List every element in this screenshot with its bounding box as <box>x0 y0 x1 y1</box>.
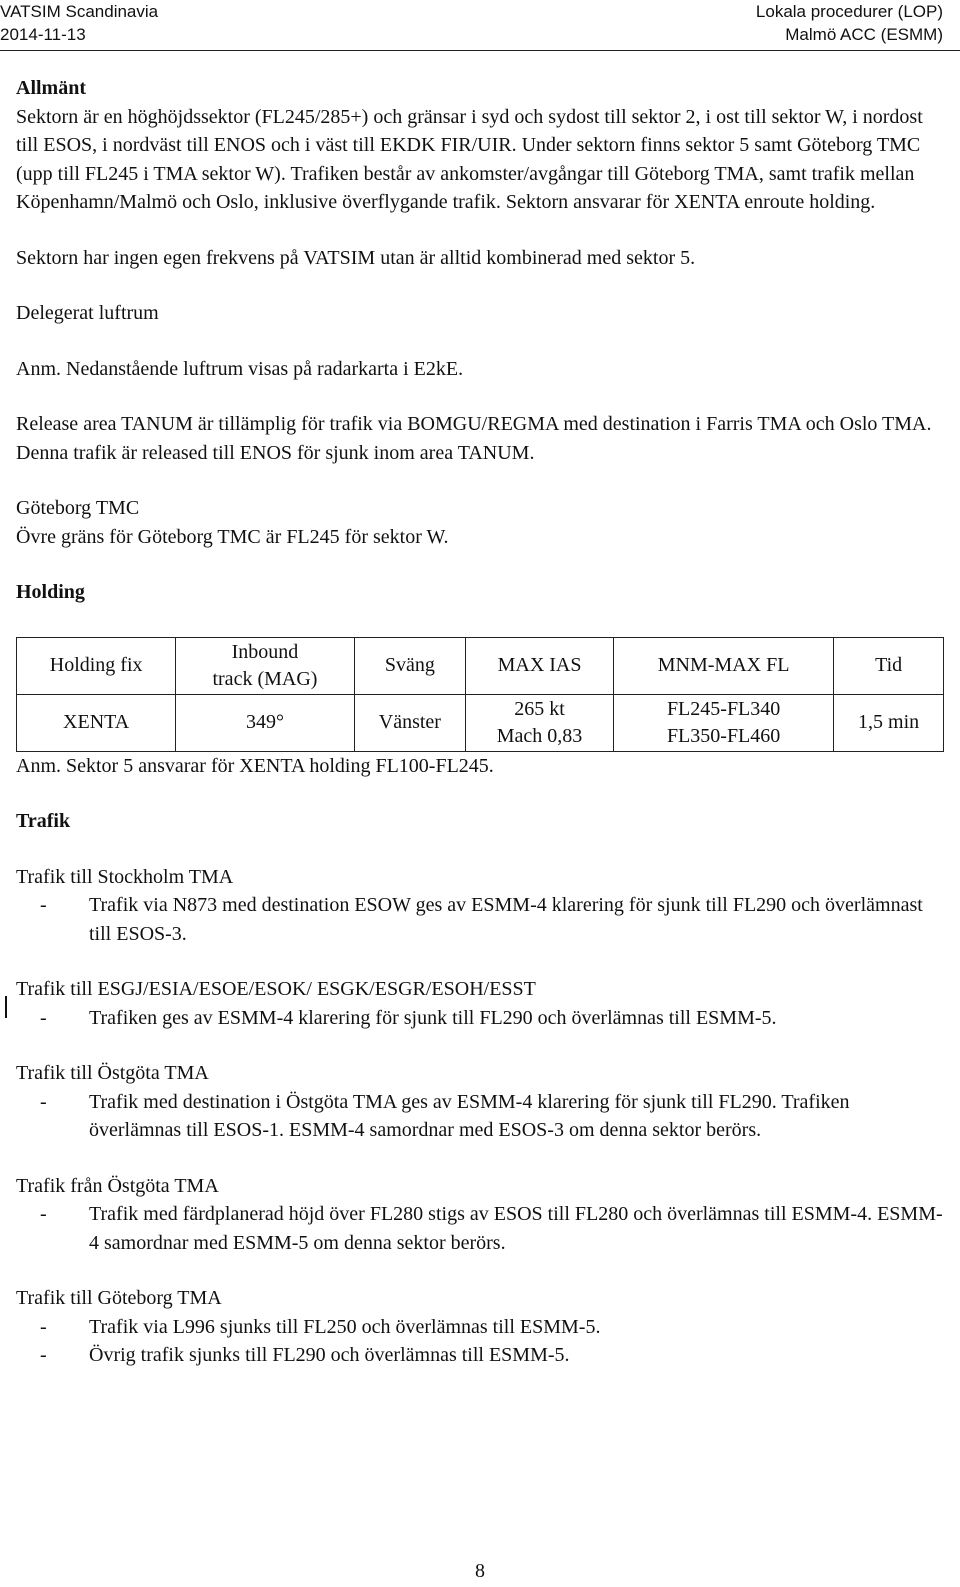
traffic-group <box>16 1172 946 1258</box>
page-number: 8 <box>475 1560 485 1582</box>
allmant-frequency-note: Sektorn har ingen egen frekvens på VATSIM utan är alltid kombinerad med sektor 5. <box>16 246 696 269</box>
document-body <box>16 74 946 1370</box>
section-heading-allmant: Allmänt <box>16 77 86 99</box>
cell-fl: FL245-FL340 FL350-FL460 <box>614 694 834 751</box>
traffic-group-title: Trafik från Östgöta TMA <box>16 1174 219 1197</box>
tmc-text: Övre gräns för Göteborg TMC är FL245 för sektor W. <box>16 525 449 548</box>
traffic-group <box>16 863 946 949</box>
list-item: - Trafik via L996 sjunks till FL250 och överlämnas till ESMM-5. <box>40 1315 601 1338</box>
allmant-paragraph: Sektorn är en höghöjdssektor (FL245/285+) och gränsar i syd och sydost till sektor 2, i ost till sektor W, i nordost till ESOS, i nordväst till ENOS och i väst till EKDK FIR/UIR. Under sektorn finns sektor 5 samt Göteborg TMC (upp till FL245 i TMA sektor W). Trafiken består av ankomster/avgångar till Göteborg TMA, samt trafik mellan Köpenhamn/Malmö och Oslo, inklusive överflygande trafik. Sektorn ansvarar för XENTA enroute holding. <box>16 105 923 213</box>
change-bar <box>5 996 7 1018</box>
header-org: VATSIM Scandinavia <box>0 2 159 21</box>
section-heading-delegerat: Delegerat luftrum <box>16 302 159 324</box>
delegerat-paragraph: Release area TANUM är tillämplig för trafik via BOMGU/REGMA med destination i Farris TMA och Oslo TMA. Denna trafik är released till ENOS för sjunk inom area TANUM. <box>16 413 932 464</box>
cell-turn: Vänster <box>354 694 465 751</box>
cell-ias: 265 kt Mach 0,83 <box>466 694 614 751</box>
traffic-group <box>16 1059 946 1145</box>
section-heading-tmc: Göteborg TMC <box>16 497 140 519</box>
delegerat-note: Anm. Nedanstående luftrum visas på radarkarta i E2kE. <box>16 357 464 380</box>
traffic-group-title: Trafik till ESGJ/ESIA/ESOE/ESOK/ ESGK/ESGR/ESOH/ESST <box>16 978 536 1000</box>
header-date: 2014-11-13 <box>0 25 86 44</box>
traffic-group <box>16 1284 946 1370</box>
traffic-group-title: Trafik till Östgöta TMA <box>16 1062 209 1084</box>
cell-fix: XENTA <box>17 694 176 751</box>
cell-track: 349° <box>176 694 354 751</box>
list-item: - Övrig trafik sjunks till FL290 och överlämnas till ESMM-5. <box>40 1344 570 1366</box>
col-holding-fix: Holding fix <box>17 637 176 694</box>
col-time: Tid <box>834 637 944 694</box>
traffic-group-title: Trafik till Göteborg TMA <box>16 1287 222 1309</box>
page-header <box>0 0 960 51</box>
header-unit: Malmö ACC (ESMM) <box>785 25 943 44</box>
list-item: - Trafik via N873 med destination ESOW ges av ESMM-4 klarering för sjunk till FL290 och överlämnast till ESOS-3. <box>40 894 923 945</box>
traffic-group <box>16 975 946 1032</box>
list-item: - Trafik med färdplanerad höjd över FL280 stigs av ESOS till FL280 och överlämnas till ESMM-4. ESMM-4 samordnar med ESMM-5 om denna sektor berörs. <box>40 1203 943 1254</box>
section-heading-trafik: Trafik <box>16 810 71 832</box>
col-turn: Sväng <box>354 637 465 694</box>
list-item: - Trafiken ges av ESMM-4 klarering för sjunk till FL290 och överlämnas till ESMM-5. <box>40 1006 777 1029</box>
col-inbound-track: Inbound track (MAG) <box>176 637 354 694</box>
col-max-ias: MAX IAS <box>466 637 614 694</box>
table-row <box>17 694 944 751</box>
holding-table <box>16 637 944 752</box>
col-fl: MNM-MAX FL <box>614 637 834 694</box>
holding-table-header <box>17 637 944 694</box>
cell-time: 1,5 min <box>834 694 944 751</box>
header-doc-title: Lokala procedurer (LOP) <box>755 2 943 21</box>
traffic-group-title: Trafik till Stockholm TMA <box>16 865 234 888</box>
holding-note: Anm. Sektor 5 ansvarar för XENTA holding FL100-FL245. <box>16 754 494 777</box>
list-item: - Trafik med destination i Östgöta TMA ges av ESMM-4 klarering för sjunk till FL290. Trafiken överlämnas till ESOS-1. ESMM-4 samordnar med ESOS-3 om denna sektor berörs. <box>40 1090 850 1141</box>
section-heading-holding: Holding <box>16 581 85 603</box>
